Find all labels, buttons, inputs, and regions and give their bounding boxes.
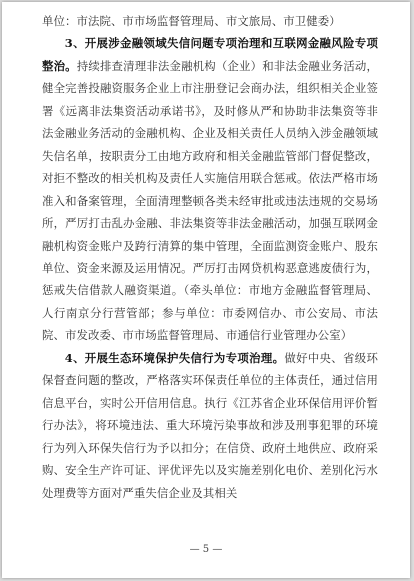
paragraph-text: 做好中央、省级环保督查问题的整改，严格落实环保责任单位的主体责任，通过信用信息平台，实时公开信用信息。执行《江苏省企业环保信用评价暂行办法》，将环境违法、重大环境污染事故和涉及刑事犯罪的环境行为列入环保失信行为予以扣分；在信贷、政府土地供应、政府采购、安全生产许可证、评优评先以及实施差别化电价、差别化污水处理费等方面对严重失信企业及其相关	[42, 350, 378, 500]
document-page	[2, 2, 410, 578]
paragraph-text: 持续排查清理非法金融机构（企业）和非法金融业务活动，健全完善投融资服务企业上市注册登记会商办法，组织相关企业签署《远离非法集资活动承诺书》，及时修从严和协助非法集资等非法金融业务活动的金融机构、企业及相关责任人员纳入涉金融领域失信名单，按职责分工由地方政府和相关金融监管部门督促整改，对拒不整改的相关机构及责任人实施信用联合惩戒。依法严格市场准入和备案管理，全面清理整顿各类未经审批或违法违规的交易场所，严厉打击乱办金融、非法集资等非法金融活动，加强互联网金融机构资金账户及跨行清算的集中管理，全面监测资金账户、股东单位、资金来源及运用情况。严厉打击网贷机构恶意逃废债行为，惩戒失信借款人融资渠道。（牵头单位：市地方金融监督管理局、人行南京分行营管部；参与单位：市委网信办、市公安局、市法院、市发改委、市市场监督管理局、市通信行业管理办公室）	[42, 58, 378, 343]
paragraph-units-continued	[42, 10, 378, 32]
document-body	[42, 10, 378, 504]
paragraph-item-3	[42, 32, 378, 346]
paragraph-heading: 3、开展涉金融领域失信问题专项治理和互联网金融风险专项整治。	[42, 36, 378, 73]
page-number: — 5 —	[189, 544, 223, 555]
paragraph-item-4	[42, 347, 378, 504]
paragraph-text: 单位：市法院、市市场监督管理局、市文旅局、市卫健委）	[42, 14, 341, 28]
paragraph-heading: 4、开展生态环境保护失信行为专项治理。	[64, 350, 285, 365]
